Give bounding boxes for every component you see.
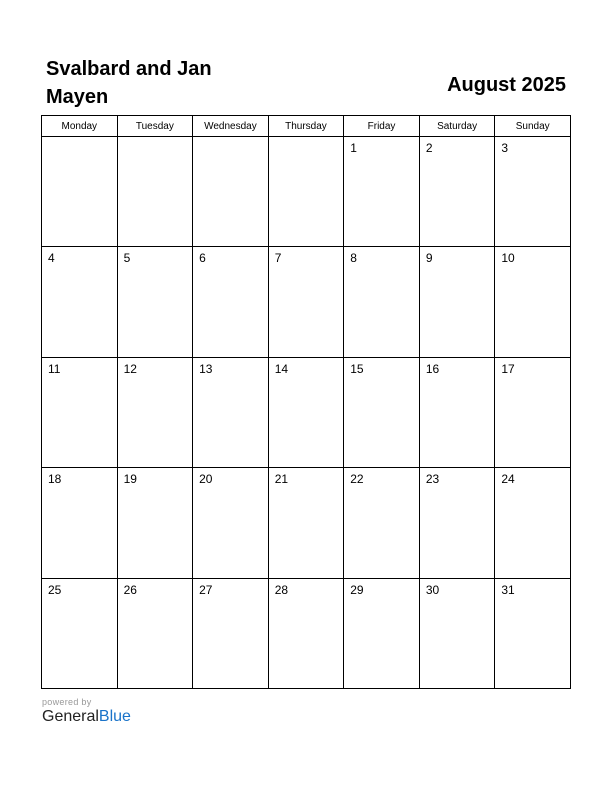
weekday-header: Thursday — [268, 116, 344, 137]
weekday-header: Sunday — [495, 116, 571, 137]
day-cell — [42, 247, 118, 357]
day-number: 28 — [274, 582, 289, 597]
month-title: August 2025 — [447, 74, 566, 96]
day-number: 9 — [425, 251, 433, 266]
day-cell — [344, 137, 420, 247]
day-number — [193, 137, 268, 141]
week-row — [42, 468, 571, 578]
day-number: 7 — [274, 251, 282, 266]
day-cell — [268, 247, 344, 357]
day-cell — [419, 137, 495, 247]
day-number: 21 — [274, 472, 289, 487]
day-cell — [42, 357, 118, 467]
week-row — [42, 578, 571, 688]
day-cell — [117, 247, 193, 357]
day-cell — [42, 578, 118, 688]
day-cell — [495, 357, 571, 467]
week-row — [42, 247, 571, 357]
day-cell — [117, 137, 193, 247]
day-number: 17 — [501, 361, 515, 376]
weekday-header: Wednesday — [193, 116, 269, 137]
powered-by-text: powered by — [42, 697, 92, 707]
day-number: 15 — [350, 361, 364, 376]
day-cell — [419, 357, 495, 467]
day-number: 25 — [48, 582, 62, 597]
week-row — [42, 137, 571, 247]
day-number: 31 — [501, 582, 515, 597]
day-number: 5 — [123, 251, 131, 266]
weekday-header-row — [42, 116, 571, 137]
day-number: 26 — [123, 582, 137, 597]
day-cell — [268, 357, 344, 467]
day-cell — [344, 578, 420, 688]
day-cell — [495, 468, 571, 578]
day-number: 24 — [501, 472, 515, 487]
day-number — [42, 137, 117, 141]
weekday-header: Tuesday — [117, 116, 193, 137]
day-number: 16 — [425, 361, 440, 376]
day-cell — [193, 468, 269, 578]
day-number: 19 — [123, 472, 137, 487]
day-number: 12 — [123, 361, 137, 376]
day-cell — [419, 578, 495, 688]
day-cell — [193, 578, 269, 688]
day-cell — [268, 468, 344, 578]
day-cell — [495, 137, 571, 247]
footer — [42, 697, 131, 727]
day-cell — [495, 578, 571, 688]
weekday-header: Monday — [42, 116, 118, 137]
weekday-header: Friday — [344, 116, 420, 137]
day-number: 29 — [350, 582, 364, 597]
day-cell — [42, 137, 118, 247]
day-cell — [495, 247, 571, 357]
day-cell — [419, 468, 495, 578]
day-number: 4 — [48, 251, 55, 266]
day-cell — [268, 137, 344, 247]
day-number: 18 — [48, 472, 62, 487]
day-cell — [117, 468, 193, 578]
day-number: 20 — [199, 472, 213, 487]
day-number: 10 — [501, 251, 515, 266]
day-number: 13 — [199, 361, 213, 376]
day-cell — [42, 468, 118, 578]
day-number — [269, 137, 344, 141]
day-number: 30 — [425, 582, 440, 597]
day-cell — [344, 357, 420, 467]
day-number — [118, 137, 193, 141]
day-cell — [117, 578, 193, 688]
day-number: 14 — [274, 361, 289, 376]
day-number: 6 — [199, 251, 206, 266]
day-cell — [117, 357, 193, 467]
weekday-header: Saturday — [419, 116, 495, 137]
day-number: 27 — [199, 582, 213, 597]
day-cell — [419, 247, 495, 357]
day-number: 8 — [350, 251, 357, 266]
day-number: 3 — [501, 141, 509, 155]
day-cell — [344, 468, 420, 578]
week-row — [42, 357, 571, 467]
day-number: 11 — [48, 361, 61, 376]
day-cell — [268, 578, 344, 688]
logo-general: General — [42, 708, 99, 725]
day-number: 22 — [350, 472, 364, 487]
day-number: 2 — [425, 141, 433, 155]
day-cell — [344, 247, 420, 357]
day-cell — [193, 137, 269, 247]
day-number: 1 — [350, 141, 357, 155]
generalblue-logo[interactable] — [42, 707, 131, 727]
day-cell — [193, 247, 269, 357]
region-title: Svalbard and Jan Mayen — [46, 58, 212, 108]
calendar-grid — [41, 115, 571, 689]
day-number: 23 — [425, 472, 440, 487]
day-cell — [193, 357, 269, 467]
logo-blue: Blue — [98, 708, 131, 725]
